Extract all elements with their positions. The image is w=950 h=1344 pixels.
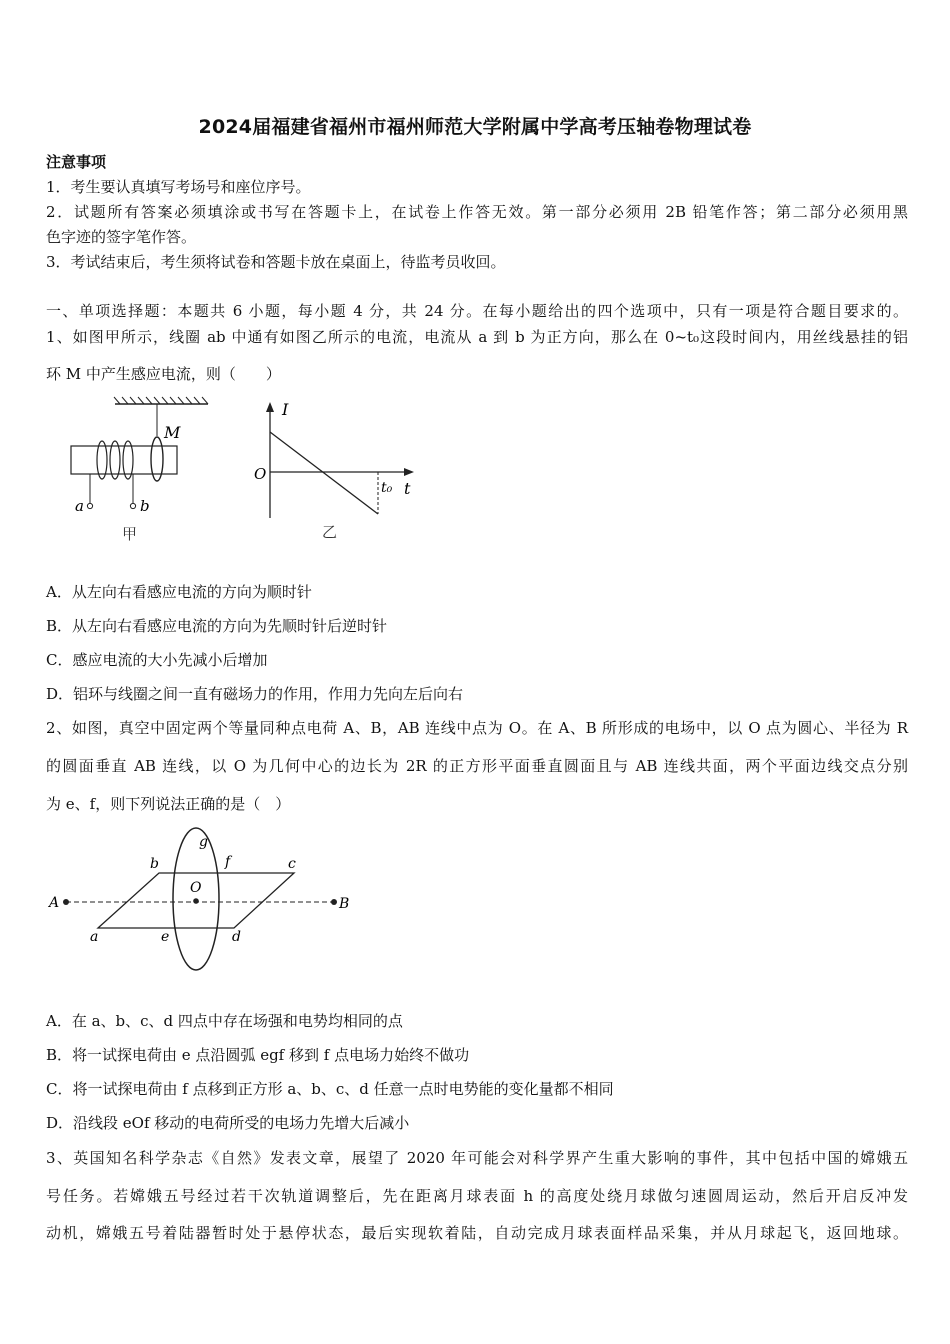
- q2-stem-line3: 为 e、f，则下列说法正确的是（ ）: [46, 795, 291, 813]
- q2-option-b: B．将一试探电荷由 e 点沿圆弧 egf 移到 f 点电场力始终不做功: [46, 1046, 470, 1064]
- q1-stem-line1: 1、如图甲所示，线圈 ab 中通有如图乙所示的电流，电流从 a 到 b 为正方向，那么在 0~t₀这段时间内，用丝线悬挂的铝: [46, 328, 908, 346]
- q3-stem-line3: 动机，嫦娥五号着陆器暂时处于悬停状态，最后实现软着陆，自动完成月球表面样品采集，并从月球起飞，返回地球。: [46, 1224, 908, 1242]
- q1-figure-yi: [250, 396, 420, 546]
- label-b: b: [150, 856, 159, 872]
- q1-option-d: D．铝环与线圈之间一直有磁场力的作用，作用力先向左后向右: [46, 685, 464, 703]
- q3-stem-line2: 号任务。若嫦娥五号经过若干次轨道调整后，先在距离月球表面 h 的高度处绕月球做匀速圆周运动，然后开启反冲发: [46, 1187, 908, 1205]
- notice-item-2-cont: 色字迹的签字笔作答。: [46, 228, 197, 246]
- q1-stem-line2: 环 M 中产生感应电流，则（ ）: [46, 365, 281, 383]
- notice-item-3: 3．考试结束后，考生须将试卷和答题卡放在桌面上，待监考员收回。: [46, 253, 506, 271]
- page-title: 2024届福建省福州市福州师范大学附属中学高考压轴卷物理试卷: [198, 116, 752, 138]
- label-t: t: [404, 479, 411, 498]
- q2-option-a: A．在 a、b、c、d 四点中存在场强和电势均相同的点: [46, 1012, 403, 1030]
- label-B: B: [339, 896, 350, 912]
- label-O: O: [254, 465, 267, 483]
- q2-stem-line2: 的圆面垂直 AB 连线，以 O 为几何中心的边长为 2R 的正方形平面垂直圆面且与 AB 连线共面，两个平面边线交点分别: [46, 757, 908, 775]
- q1-option-b: B．从左向右看感应电流的方向为先顺时针后逆时针: [46, 617, 388, 635]
- label-M: M: [164, 423, 181, 442]
- q2-figure: [44, 826, 364, 982]
- q2-option-d: D．沿线段 eOf 移动的电荷所受的电场力先增大后减小: [46, 1114, 410, 1132]
- label-d: d: [232, 929, 241, 945]
- q2-stem-line1: 2、如图，真空中固定两个等量同种点电荷 A、B，AB 连线中点为 O。在 A、B 所形成的电场中，以 O 点为圆心、半径为 R: [46, 719, 908, 737]
- label-A: A: [49, 895, 60, 911]
- label-a: a: [75, 497, 84, 515]
- label-a: a: [90, 929, 99, 945]
- section-heading: 一、单项选择题：本题共 6 小题，每小题 4 分，共 24 分。在每小题给出的四个选项中，只有一项是符合题目要求的。: [46, 302, 908, 320]
- label-b: b: [140, 497, 150, 515]
- q2-option-c: C．将一试探电荷由 f 点移到正方形 a、b、c、d 任意一点时电势能的变化量都不相同: [46, 1080, 614, 1098]
- label-I: I: [282, 400, 289, 419]
- notice-heading: 注意事项: [46, 153, 107, 171]
- label-e: e: [161, 929, 170, 945]
- caption-yi: 乙: [322, 523, 338, 541]
- label-t0: t₀: [381, 480, 393, 496]
- q3-stem-line1: 3、英国知名科学杂志《自然》发表文章，展望了 2020 年可能会对科学界产生重大影响的事件，其中包括中国的嫦娥五: [46, 1149, 908, 1167]
- label-O: O: [190, 880, 202, 896]
- label-c: c: [288, 856, 296, 872]
- notice-item-1: 1．考生要认真填写考场号和座位序号。: [46, 178, 311, 196]
- caption-jia: 甲: [122, 525, 138, 543]
- q1-option-a: A．从左向右看感应电流的方向为顺时针: [46, 583, 312, 601]
- notice-item-2: 2．试题所有答案必须填涂或书写在答题卡上，在试卷上作答无效。第一部分必须用 2B 铅笔作答；第二部分必须用黑: [46, 203, 908, 221]
- q1-figure-jia: [60, 392, 220, 547]
- label-f: f: [225, 854, 231, 870]
- q1-option-c: C．感应电流的大小先减小后增加: [46, 651, 268, 669]
- label-g: g: [199, 834, 208, 850]
